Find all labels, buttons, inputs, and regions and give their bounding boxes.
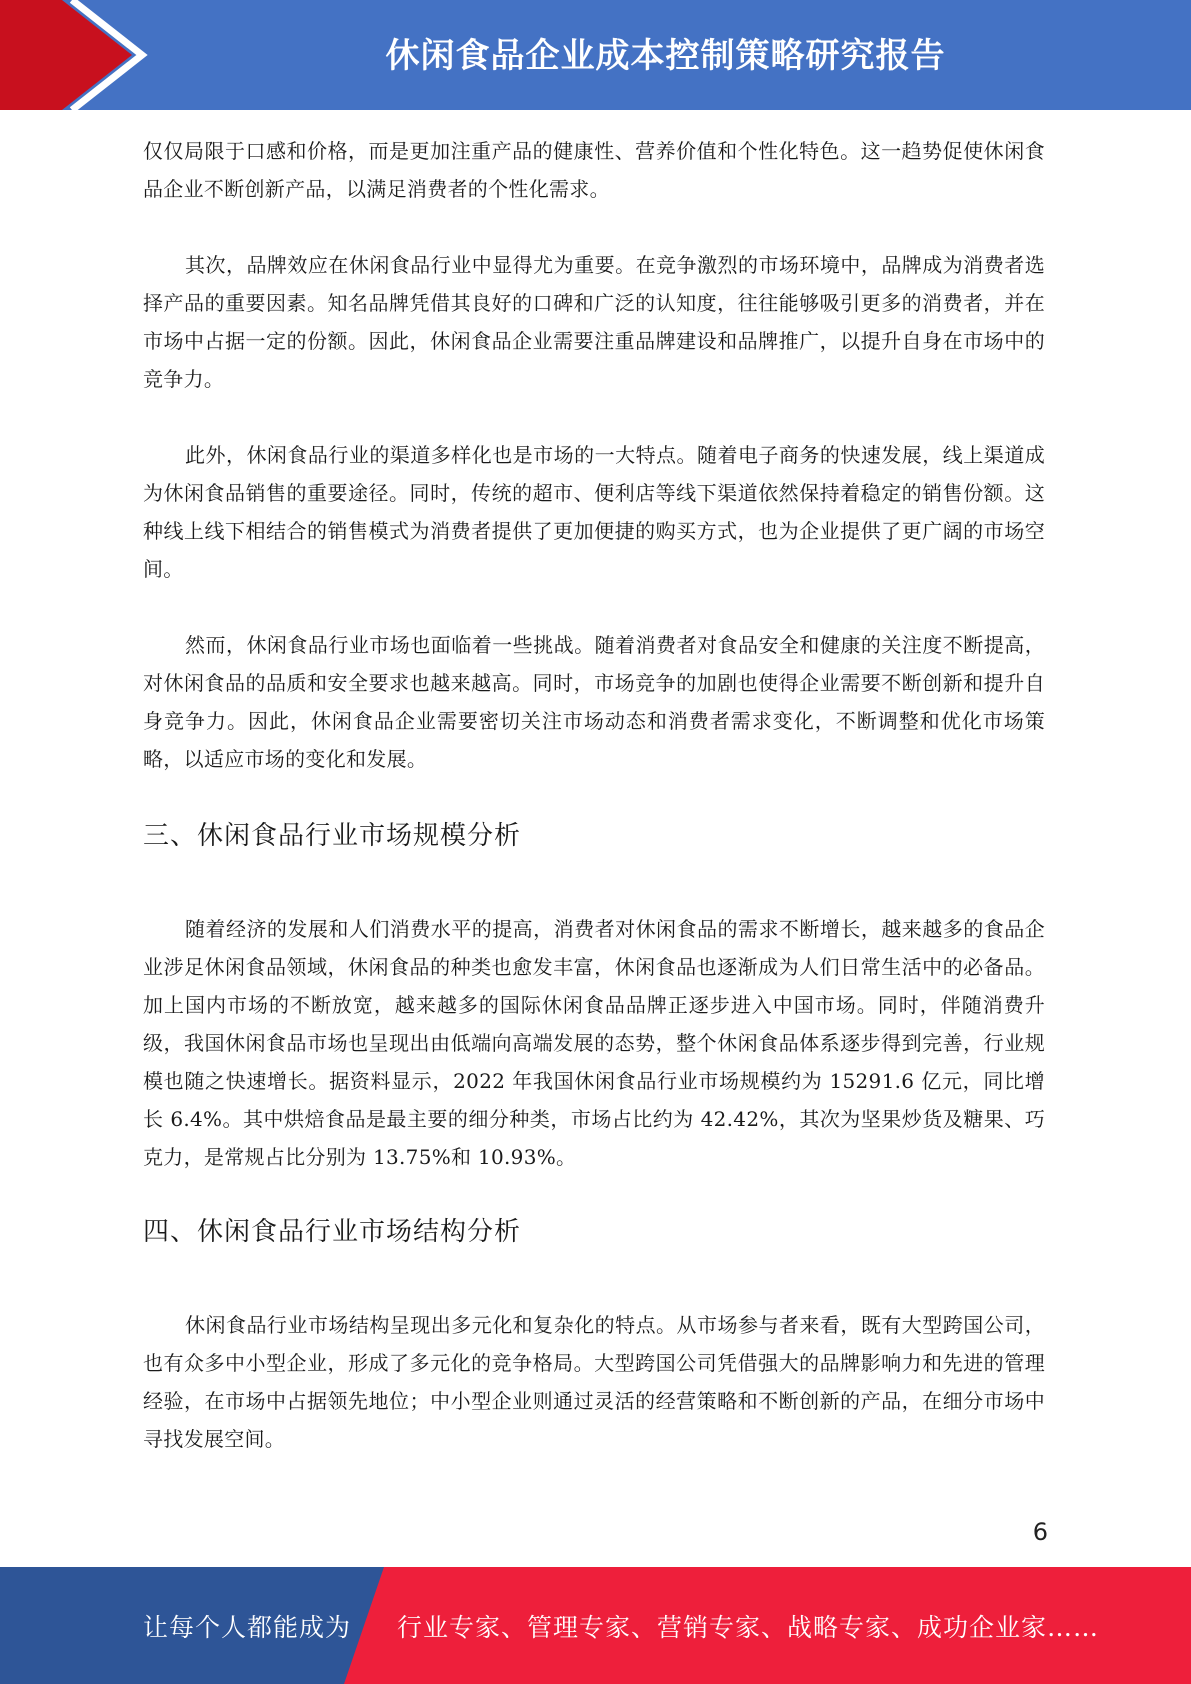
paragraph-market-structure: 休闲食品行业市场结构呈现出多元化和复杂化的特点。从市场参与者来看，既有大型跨国公司，也有众多中小型企业，形成了多元化的竞争格局。大型跨国公司凭借强大的品牌影响力和先进的管理经验，在市场中占据领先地位；中小型企业则通过灵活的经营策略和不断创新的产品，在细分市场中寻找发展空间。 bbox=[143, 1313, 1045, 1451]
paragraph-brand-effect: 其次，品牌效应在休闲食品行业中显得尤为重要。在竞争激烈的市场环境中，品牌成为消费者选择产品的重要因素。知名品牌凭借其良好的口碑和广泛的认知度，往往能够吸引更多的消费者，并在市场中占据一定的份额。因此，休闲食品企业需要注重品牌建设和品牌推广，以提升自身在市场中的竞争力。 bbox=[143, 253, 1045, 391]
page-header bbox=[0, 0, 1191, 110]
page-body bbox=[143, 132, 1045, 1458]
report-title: 休闲食品企业成本控制策略研究报告 bbox=[385, 35, 946, 76]
section-heading-market-structure: 四、休闲食品行业市场结构分析 bbox=[143, 1217, 522, 1247]
paragraph-continued: 仅仅局限于口感和价格，而是更加注重产品的健康性、营养价值和个性化特色。这一趋势促使休闲食品企业不断创新产品，以满足消费者的个性化需求。 bbox=[143, 139, 1045, 201]
footer-slogan-right: 行业专家、管理专家、营销专家、战略专家、成功企业家…… bbox=[397, 1612, 1100, 1642]
paragraph-market-size: 随着经济的发展和人们消费水平的提高，消费者对休闲食品的需求不断增长，越来越多的食品企业涉足休闲食品领域，休闲食品的种类也愈发丰富，休闲食品也逐渐成为人们日常生活中的必备品。加上国内市场的不断放宽，越来越多的国际休闲食品品牌正逐步进入中国市场。同时，伴随消费升级，我国休闲食品市场也呈现出由低端向高端发展的态势，整个休闲食品体系逐步得到完善，行业规模也随之快速增长。据资料显示，2022 年我国休闲食品行业市场规模约为 15291.6 亿元，同比增长 6.4%。其中烘焙食品是最主要的细分种类，市场占比约为 42.42%，其次为坚果炒货及糖果、巧克力，是常规占比分别为 13.75%和 10.93%。 bbox=[143, 917, 1045, 1169]
footer-slogan-left: 让每个人都能成为 bbox=[143, 1612, 352, 1642]
page-number: 6 bbox=[1032, 1518, 1048, 1546]
header-chevron-decoration bbox=[0, 0, 160, 110]
chevron-red-shape bbox=[0, 0, 132, 110]
paragraph-challenges: 然而，休闲食品行业市场也面临着一些挑战。随着消费者对食品安全和健康的关注度不断提高，对休闲食品的品质和安全要求也越来越高。同时，市场竞争的加剧也使得企业需要不断创新和提升自身竞争力。因此，休闲食品企业需要密切关注市场动态和消费者需求变化，不断调整和优化市场策略，以适应市场的变化和发展。 bbox=[143, 633, 1045, 771]
page-footer bbox=[0, 1567, 1191, 1684]
section-heading-market-size: 三、休闲食品行业市场规模分析 bbox=[143, 821, 522, 851]
paragraph-channel-diversity: 此外，休闲食品行业的渠道多样化也是市场的一大特点。随着电子商务的快速发展，线上渠道成为休闲食品销售的重要途径。同时，传统的超市、便利店等线下渠道依然保持着稳定的销售份额。这种线上线下相结合的销售模式为消费者提供了更加便捷的购买方式，也为企业提供了更广阔的市场空间。 bbox=[143, 443, 1045, 581]
